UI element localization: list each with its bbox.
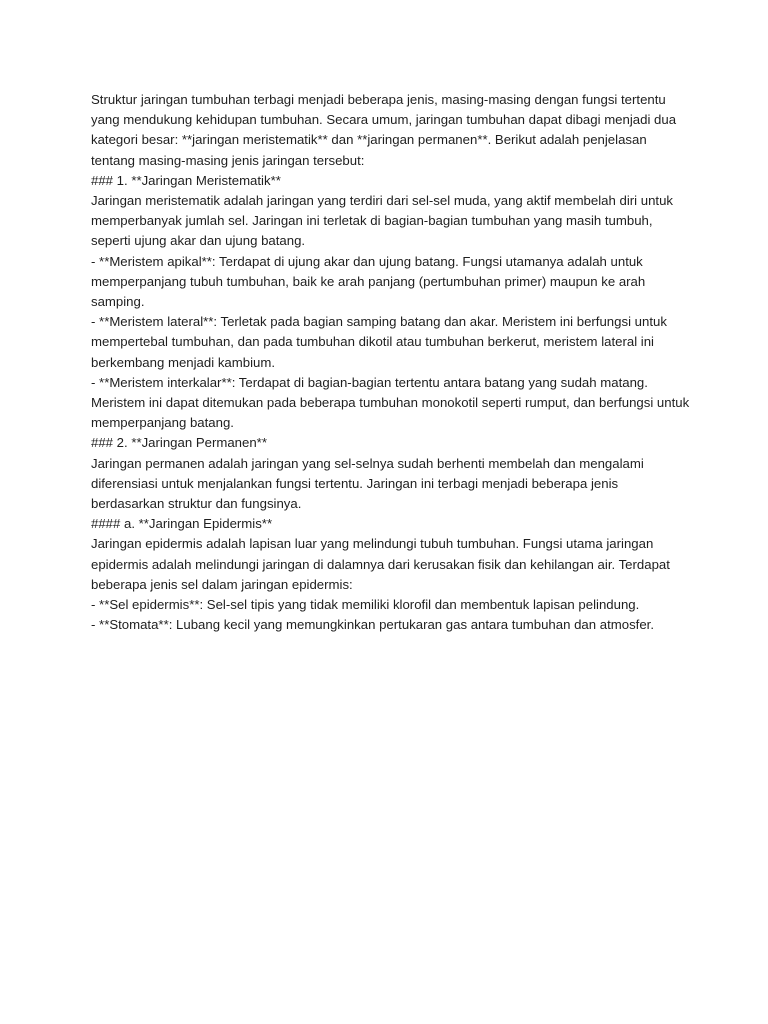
section-1-heading: ### 1. **Jaringan Meristematik** bbox=[91, 172, 281, 188]
document-body bbox=[91, 90, 691, 635]
section-2a-paragraph: Jaringan epidermis adalah lapisan luar yang melindungi tubuh tumbuhan. Fungsi utama jaringan epidermis adalah melindungi jaringan di dalamnya dari kerusakan fisik dan kehilangan air. Terdapat beberapa jenis sel dalam jaringan epidermis: bbox=[91, 536, 670, 592]
intro-paragraph: Struktur jaringan tumbuhan terbagi menjadi beberapa jenis, masing-masing dengan fungsi tertentu yang mendukung kehidupan tumbuhan. Secara umum, jaringan tumbuhan dapat dibagi menjadi dua kategori besar: **jaringan meristematik** dan **jaringan permanen**. Berikut adalah penjelasan tentang masing-masing jenis jaringan tersebut: bbox=[91, 92, 677, 168]
section-1-paragraph: Jaringan meristematik adalah jaringan yang terdiri dari sel-sel muda, yang aktif membelah diri untuk memperbanyak jumlah sel. Jaringan ini terletak di bagian-bagian tumbuhan yang masih tumbuh, seperti ujung akar dan ujung batang. bbox=[91, 193, 674, 249]
bullet-sel-epidermis: - **Sel epidermis**: Sel-sel tipis yang tidak memiliki klorofil dan membentuk lapisan pelindung. bbox=[91, 597, 640, 613]
bullet-stomata: - **Stomata**: Lubang kecil yang memungkinkan pertukaran gas antara tumbuhan dan atmosfer. bbox=[91, 617, 655, 633]
section-2-paragraph: Jaringan permanen adalah jaringan yang sel-selnya sudah berhenti membelah dan mengalami diferensiasi untuk menjalankan fungsi tertentu. Jaringan ini terbagi menjadi beberapa jenis berdasarkan struktur dan fungsinya. bbox=[91, 455, 644, 512]
section-2a-heading: #### a. **Jaringan Epidermis** bbox=[91, 516, 273, 532]
bullet-meristem-apikal: - **Meristem apikal**: Terdapat di ujung akar dan ujung batang. Fungsi utamanya adalah untuk memperpanjang tubuh tumbuhan, baik ke arah panjang (pertumbuhan primer) maupun ke arah samping. bbox=[91, 253, 646, 310]
section-2-heading: ### 2. **Jaringan Permanen** bbox=[91, 435, 267, 451]
bullet-meristem-lateral: - **Meristem lateral**: Terletak pada bagian samping batang dan akar. Meristem ini berfungsi untuk mempertebal tumbuhan, dan pada tumbuhan dikotil atau tumbuhan berkerut, meristem lateral ini berkembang menjadi kambium. bbox=[91, 314, 667, 370]
bullet-meristem-interkalar: - **Meristem interkalar**: Terdapat di bagian-bagian tertentu antara batang yang sudah matang. Meristem ini dapat ditemukan pada beberapa tumbuhan monokotil seperti rumput, dan berfungsi untuk memperpanjang batang. bbox=[91, 374, 690, 431]
